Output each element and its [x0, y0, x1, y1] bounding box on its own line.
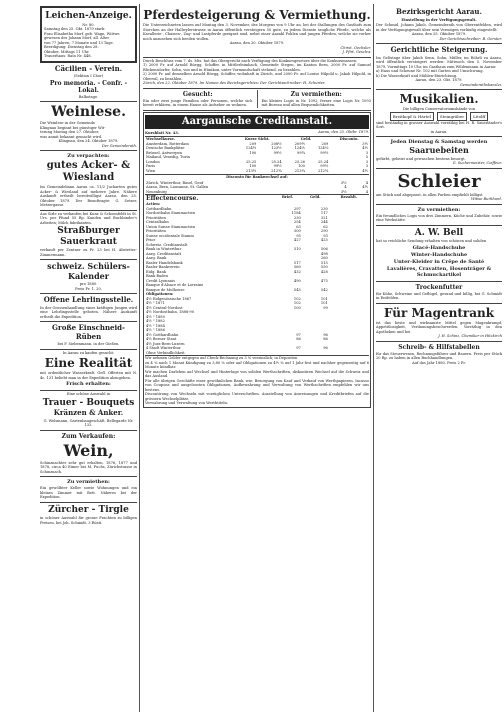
table-cell: Credit Lyonnais — [146, 278, 175, 283]
ad-sub: (Sektion I Chor) — [73, 74, 104, 78]
ad-text: Im Gemeindebann Aarau ca. 11/2 Jucharten gutes Acker- & Wiesland auf mehrere Jahre. Nähere Auskunft ertheilt bereitwilligst Aarau, den 25. Oktober 1879. Der Beauftragte: G. Setzer, Metzergasse. — [40, 185, 137, 207]
ad-sig: Gemeinderathskanzlei. — [460, 82, 502, 87]
ad-text: bei F. Siebenmann, in der Gießen. — [57, 342, 120, 346]
ad-line: gewesen des Johann Morf, all. Alter — [44, 36, 110, 40]
ad-address: in Aarau. — [430, 129, 448, 134]
table-cell: 230 — [320, 206, 328, 211]
dressur-ad — [376, 137, 502, 169]
table-cell: 3½ — [362, 141, 368, 146]
ad-footer: Auf das Jahr 1880. Preis 2 Fr. — [412, 360, 466, 365]
effecten-section-title: Obligationen: — [146, 292, 174, 296]
table-cell: Gotthardbahn — [146, 206, 172, 211]
table-cell: 4 — [365, 189, 368, 194]
table-cell: 3½ — [340, 180, 347, 185]
table-cell: 517 — [293, 260, 301, 265]
table-cell: 4½ " 1886 — [146, 328, 165, 332]
table-cell: 321 — [320, 215, 328, 220]
table-cell: 4½ Central-Nordost — [146, 305, 183, 310]
magentrank-ad — [376, 304, 502, 342]
table-cell: 290 — [320, 229, 328, 233]
ad-line: von 77 Jahren, 7 Monate und 13 Tage. — [44, 40, 114, 45]
zuercher-ad — [40, 503, 137, 528]
table-cell: Prioritäten — [146, 215, 166, 220]
ad-sig: Der Gerichtsschreiber: B. Gerster. — [439, 36, 502, 41]
table-cell: 498 — [320, 251, 328, 256]
table-cell: 97 — [296, 346, 301, 350]
kalender-price: Preis Fr. 1. 20. — [75, 286, 102, 291]
ad-line: Klingnau, den 24. Oktober 1879. — [58, 139, 119, 143]
ad-line: Frau Elisabetha Morf, geb. Wagn, Wittwe — [44, 31, 120, 36]
vermiethen-ad — [262, 90, 372, 108]
table-cell: Paris — [146, 164, 156, 168]
table-cell: 99¾ — [296, 150, 305, 155]
th: Disconto. — [339, 137, 359, 141]
ad-text: in schöner Auswahl für grosse Frachten zu billigen Preisen, bei Joh. Schmidt, 3 Rüsti. — [40, 516, 137, 525]
th: Bezahlt. — [340, 195, 358, 199]
vermiethen-title: Zu vermiethen: — [290, 90, 342, 98]
lehrling-title: Offene Lehrlingsstelle. — [43, 295, 134, 304]
ad-sub: Die billigen Conservatoriumsbände von — [402, 107, 476, 111]
ad-line: Nr. 80. — [82, 22, 95, 27]
bank-date: Aarau, den 25. Oktbr. 1879. — [318, 129, 369, 134]
table-cell: 99½ — [320, 150, 329, 155]
table-cell: 230 — [293, 215, 301, 220]
magentrank-title: Für Magentrank — [383, 305, 495, 320]
table-cell: London — [146, 159, 160, 164]
caecilien-title: Cäcilien - Verein. — [54, 63, 123, 73]
table-cell: 102 — [293, 296, 301, 301]
ad-sig: J. Pfirt, Geschw. — [342, 50, 371, 54]
ad-intro: Aus Sirle zu verkaufen bei Kunz & Schoenfeldt in St. Urs. per Pfund 55 Rp. Kunden und Buchbinder's Arbeiten; Milch fabrikanten. — [40, 211, 137, 225]
ad-text: Schinznachter sehr gut erhalten, 1876, 1877 und 1878, circa 40 Eimer bei M. Fuchs, Zürichstrasse in Schinznach. — [40, 460, 137, 474]
schleier-ad — [376, 169, 502, 205]
brand-card: Litolff — [470, 112, 488, 121]
table-cell: 101 — [320, 301, 328, 305]
table-cell: 62 — [323, 224, 328, 229]
ad-text: Ein freundliches Logis von drei Zimmern, Küche und Zubehör, sowie eine Werkstätte. — [376, 213, 502, 222]
bank-note: zu 4 % nach 1 Monat Kündigung zu 3,80 % oder auf Obligationen zu 4½ % auf 1 Jahr fest und nachher gegenseitig auf 6 Monate kündbar. — [145, 360, 369, 369]
wechsel-row — [145, 169, 369, 174]
table-cell: 432 — [293, 269, 301, 274]
table-cell: Bank Baden — [146, 274, 168, 278]
ad-line: was anmit bekannt gemacht wird. — [40, 134, 103, 139]
leichen-title: Leichen-Anzeige. — [45, 11, 132, 21]
table-cell: Centralbahn — [146, 220, 169, 224]
acker-title: gutes Acker- & Wiesland — [46, 160, 131, 183]
table-cell: 254 — [293, 220, 301, 224]
ad-text: mit ordentlicher Wasserkraft. Gefl. Offerten mit N. 4c. 131 beliebt man in der Expedition abzugeben. — [40, 371, 137, 380]
table-cell: 209 — [249, 141, 257, 146]
vermiethen-right-ad — [376, 205, 502, 226]
ad-text: hat so reichliche Sendung erhalten von schönen und soliden — [376, 239, 487, 243]
table-cell: 99½ — [320, 164, 329, 168]
schreib-ad — [376, 342, 502, 368]
table-cell: Ohne Verbindlichkeit. — [146, 350, 186, 355]
ad-line: Oktober, Mittags 11 Uhr. — [44, 49, 90, 54]
musikalien-title: Musikalien. — [399, 92, 479, 106]
table-cell: 213¼ — [294, 168, 305, 173]
table-cell: 244 — [320, 220, 328, 224]
table-cell: 25.24 — [271, 159, 282, 164]
table-cell: 4½ — [362, 168, 368, 173]
brand-card: Breitkopf & Härtel — [390, 112, 434, 121]
ad-item: 2) 2000 Fr. auf demselben Arnold Rüegg, Schiffer, wohnhaft in Zürich, und 2000 Fr. auf Louise Hilpold u. Jakob Hilpold, in Oberwil, zu bezahlen. — [143, 72, 371, 81]
ad-sig: G. Suchermeister, Coiffeur. — [452, 161, 502, 165]
table-cell: 542 — [320, 287, 328, 292]
ad-main: Pro memoria. - Confr. - Lokal. — [49, 79, 128, 94]
th: Geld. — [310, 195, 321, 199]
ad-text: Ein oder zwei junge Familien oder Personen, welche sich bereit erklären, in einem Hause als Aufseher zu wohnen. — [143, 98, 253, 107]
table-cell: Suisse occidentale Stamm — [146, 233, 194, 238]
ad-footer: Frisch erhalten: — [66, 381, 111, 387]
table-cell: 506 — [320, 247, 328, 251]
table-cell: 100 — [249, 164, 257, 168]
table-cell: 4 — [365, 180, 368, 185]
table-cell: 4½ " 1871 — [146, 301, 165, 305]
table-cell: Aarau, Bern, Lausanne, St. Gallen — [146, 185, 209, 189]
caecilien-verein — [40, 63, 137, 103]
ad-text: am Stück und abgepasst, in allen Farben empfiehlt billigst — [376, 192, 483, 197]
table-cell: 100 — [249, 150, 257, 155]
table-cell: 260 — [320, 256, 328, 260]
table-cell: 208½ — [271, 141, 282, 146]
concurs-ad — [143, 58, 371, 89]
table-cell: 124½ — [245, 146, 257, 150]
table-cell: 95 — [296, 233, 301, 238]
musikalien-ad — [376, 90, 502, 137]
right-column — [376, 6, 502, 367]
ad-note: Balkotage. — [78, 94, 99, 99]
ad-sig: Christ. Oechsler, — [340, 45, 371, 50]
ad-sig: J. H. Schinz, Chemiker in Hitzkirch — [438, 334, 502, 338]
table-cell: Prior — [146, 238, 156, 242]
table-cell: 209½ — [294, 141, 305, 146]
th: Geld. — [300, 137, 312, 141]
ad-text: G. Welsmann, Gartenbaugeschäft, Bellegarde Nr. 132. — [43, 418, 134, 427]
rueben-ad — [40, 322, 137, 350]
table-cell: 100 — [293, 305, 301, 310]
bell-item: Unter-Kleider in Crêpe de Santé — [393, 258, 485, 265]
table-cell: Amsterdam, Rotterdam — [146, 141, 189, 146]
th: Kurze Sicht. — [244, 137, 270, 141]
table-cell: 97 — [296, 332, 301, 337]
schleier-title: Schleier — [397, 170, 481, 192]
table-cell: Deutsche Bankplätze — [146, 146, 185, 150]
table-cell: 102 — [293, 301, 301, 305]
table-cell: 209 — [321, 141, 329, 146]
disconto-body — [145, 181, 369, 195]
table-cell: 4½ Berner Staat — [146, 337, 177, 341]
table-cell: 96 — [323, 346, 328, 350]
sauerkraut-ad — [40, 211, 137, 261]
table-cell: 300 — [293, 229, 301, 233]
ad-sig: Der Gemeinderath. — [101, 143, 137, 148]
table-cell: 213½ — [245, 168, 257, 173]
wein-ad — [40, 431, 137, 478]
table-cell: 510 — [293, 247, 301, 251]
table-cell: 4½ — [362, 185, 368, 189]
ad-text: Ein kleines Logis in Nr. 1092; ferner eine Logis Nr. 1093 mit Bureau und allen Bequemlichkeiten. — [261, 98, 371, 107]
table-cell: 4½ " 1880 — [146, 314, 165, 319]
table-cell: 4½ — [362, 146, 368, 150]
creditanstalt-block — [143, 112, 371, 408]
ad-date: Aarau, den 23. Okt. 1879. — [415, 78, 463, 82]
brand-card: Steingräber — [437, 112, 467, 121]
ad-text: verkauft per Zentner zu Fr. 23 bei H. Abstetter-Zimmermann. — [40, 248, 137, 257]
table-cell: 545 — [293, 287, 301, 292]
table-cell: Banque d'Alsace et de Lorraine — [146, 283, 204, 287]
bank-note: Wir machen Darlehen auf Wechsel und Hinterlage von soliden Werthschriften, diskontiren Wechsel auf die Schweiz und das Ausland. — [145, 369, 369, 378]
wein-title: Wein, — [63, 440, 114, 460]
ad-text: ist das beste und wirksamste Mittel gegen Magenkrampf, Appetitlosigkeit, Verdauungsbeschwerden. Vorräthig in den Apotheken und bei — [376, 320, 502, 334]
ad-intro: Zum Verkaufen: — [61, 432, 116, 440]
table-cell: 25.24 — [318, 159, 329, 164]
table-cell: 212¾ — [317, 168, 329, 173]
ad-line: Beerdigung: Dienstag den 28. — [44, 45, 99, 49]
table-cell: Nordostbahn Stammactien — [146, 211, 196, 215]
weinlese-title: Weinlese. — [51, 104, 126, 120]
table-cell: 99 — [323, 305, 328, 310]
table-cell: 93 — [323, 233, 328, 238]
sauerkraut-title: Straßburger Sauerkraut — [57, 226, 120, 247]
table-cell: Prioritäten — [146, 229, 166, 233]
ad-line: Klingnau beginnt bei günstiger Wit- — [40, 125, 106, 130]
ad-text: für Kühe, Schweine und Geflügel, gesund und billig, bei G. Schmidt in Entfelden. — [376, 291, 502, 300]
table-cell: Aarg. Creditanstalt — [146, 251, 182, 256]
table-cell: Neuenburg — [146, 189, 167, 194]
ad-title: Jeden Dienstag & Samstag werden — [390, 139, 488, 145]
pferdesteigerung-ad — [143, 6, 371, 58]
gesucht-row — [143, 89, 371, 111]
bell-ad — [376, 226, 502, 282]
wechsel-body — [145, 142, 369, 174]
ad-line: terung Montag den 27. Oktober, — [40, 130, 99, 134]
realitaet-ad — [40, 350, 137, 392]
middle-column — [143, 6, 371, 408]
table-cell: 4½ Nordostbahn, 1888-90 — [146, 310, 194, 314]
bezirk-title: Bezirksgericht Aarau. — [396, 7, 482, 16]
table-cell: 100 — [298, 164, 305, 168]
table-cell: 3 — [365, 164, 368, 168]
table-cell: Aarg. Bank — [146, 256, 167, 260]
table-cell: Zürich, Winterthur, Basel, Genf — [146, 180, 204, 185]
ad-sig: Witwe Burkhard. — [470, 197, 502, 201]
bell-title: A. W. Bell — [414, 227, 464, 238]
trauer-ad — [40, 391, 137, 431]
bank-note: Verwahrung und Verwaltung von Werthtiteln. — [145, 401, 228, 405]
table-cell: 3 — [365, 159, 368, 164]
ad-sub: Saaruebeiten — [409, 145, 469, 155]
ad-sub: Kränzen & Anker. — [53, 408, 124, 417]
table-cell: 86 — [296, 337, 301, 341]
steigerung-ad — [376, 44, 502, 90]
schweiz-kalender-ad — [40, 260, 137, 294]
verpachten2-ad — [40, 477, 137, 503]
table-cell: 99½ — [273, 164, 282, 168]
table-cell: 1184 — [291, 211, 301, 215]
effecten-title: Effectencourse. — [146, 195, 199, 202]
table-cell: 3½ — [340, 189, 347, 194]
ad-title: Zu vermiethen: — [67, 479, 110, 485]
table-cell: 4½ Gotthardbahn — [146, 332, 179, 337]
table-cell: 4 — [344, 185, 347, 189]
table-cell: 4½ " 1884 — [146, 323, 165, 328]
ad-intro: In Aarau zu kaufen gesucht: — [62, 350, 115, 355]
verpachten-ad — [40, 151, 137, 211]
ad-sig: Zürich, den 22. Oktober 1879. Im Namen des Bezirksgerichtes: Der Gerichtsschreiber: H. Schurter. — [143, 81, 326, 85]
th: Wechselkurse. — [146, 137, 176, 141]
column-divider — [139, 4, 140, 712]
table-cell: 4½ Eidgenössische 1867 — [146, 296, 192, 301]
table-cell: 560 — [293, 265, 301, 269]
rueben-title: Große Einschneid-Rüben — [52, 323, 125, 341]
table-cell: Banque de Mulhouse — [146, 287, 185, 292]
table-cell: Eidg. Bank — [146, 269, 166, 274]
table-cell: 515 — [320, 260, 328, 265]
table-cell: 212¾ — [271, 168, 282, 173]
table-cell: 4½ " 1882 — [146, 319, 165, 323]
ad-text: Ein gewölbter Keller sowie Wohnungen und ein kleines Zimmer mit Bett. Näheres bei der Expedition. — [40, 486, 137, 499]
table-cell: 425 — [320, 238, 328, 242]
th: Brief. — [281, 195, 294, 199]
effecten-body — [145, 202, 369, 355]
table-cell: 297 — [293, 206, 301, 211]
brand-cards — [376, 112, 502, 121]
table-cell: Brüssel, Antwerpen — [146, 150, 182, 155]
table-cell: 4 Stadt Winterthur — [146, 346, 181, 350]
bank-note: Discontirung von Wechseln mit vorzüglichen Unterschriften. Ausstellung von Anweisungen und Kreditbriefen auf die grössern Wechselplätze. — [145, 392, 369, 401]
ad-item: a) Haus und Scheune Nr. 102 mit Garten und Umschwung. — [376, 69, 484, 73]
table-cell: Wien — [146, 168, 156, 173]
table-cell: 3 — [365, 150, 368, 155]
table-cell: 475 — [320, 278, 328, 283]
table-cell: Bank in Winterthur — [146, 247, 182, 251]
table-cell: 4½ Jura-Bern-Luzern — [146, 341, 185, 346]
gesucht-ad — [143, 90, 253, 108]
table-cell: 124⅛ — [317, 146, 329, 150]
disconto-table — [145, 181, 369, 195]
table-cell: 86 — [323, 337, 328, 341]
table-cell: Basler Handelsbank — [146, 260, 183, 265]
divider — [257, 90, 258, 108]
ad-text: Im Geltstage über Jakob Senn, Sohn, Müller, im Röhrli zu Aarau, wird öffentlich versteigert werden: Mittwoch den 5. November 1879, Vormittags 10 Uhr, im Gasthaus zum Wildenmann in Aarau: — [376, 55, 502, 69]
table-cell: Union Suisse Stammactien — [146, 224, 196, 229]
wechsel-table — [145, 137, 369, 173]
realitaet-title: Eine Realität — [44, 356, 133, 370]
ad-date: Aarau, den 25. Oktober 1879. — [411, 32, 467, 36]
table-cell: 117 — [320, 211, 328, 215]
ad-intro: Eine schöne Auswahl in — [66, 392, 111, 396]
bell-item: Glacé-Handschuhe — [412, 244, 466, 251]
table-cell: 490 — [293, 278, 301, 283]
table-cell: 99½ — [273, 150, 282, 155]
bank-subhead — [145, 130, 369, 138]
ad-line: Trauerhaus: Rain Nr. 448. — [44, 54, 92, 58]
table-cell: 124⅝ — [294, 146, 305, 150]
trockenfutter-title: Trockenfutter — [415, 283, 463, 291]
bank-note: Für alle übrigen Geschäfte einer gewöhnlichen Bank, wie: Besorgung von Kauf und Verkauf von Werthpapieren, Incasso von Coupons und ausgeloosten Obligationen, Aufbewahrung und Verwaltung von Werthschriften empfehlen wir uns bestens. — [145, 378, 369, 392]
table-cell: 428 — [320, 269, 328, 274]
effecten-section-title: Actien: — [146, 202, 161, 206]
kalender-year: pro 1880. — [79, 282, 98, 286]
trauer-title: Trauer - Bouquets — [42, 397, 135, 408]
ad-item: b) Die Wasserkraft und Mühlen-Einrichtung. — [376, 73, 458, 78]
effecten-table — [145, 194, 369, 355]
ad-text: für das Steuerwesen, Rechnungsführer und Bauern. Preis per Stück 20 Rp. zu haben in allen Buchhandlungen. — [376, 351, 502, 360]
kalender-title: schweiz. Schülers-Kalender — [47, 261, 130, 281]
ad-date: Aarau, den 20. Oktober 1879. — [229, 41, 285, 45]
bank-notes — [145, 355, 369, 406]
zuercher-title: Zürcher - Tirgle — [48, 504, 129, 515]
ad-title: Zu verpachten: — [67, 153, 110, 159]
ad-title: Zu vermiethen: — [417, 206, 461, 213]
ad-text: In der Grossenhandlung eines kräftigen Jungen wird eine Lehrlingsstelle geboten. Nähere Auskunft ertheilt die Expedition. — [40, 305, 137, 319]
disconto-title: Disconto für Bankwechsel auf: — [145, 174, 369, 180]
ad-text: gefärbt, gebeizt und gewaschen bestens besorgt. — [376, 156, 466, 161]
table-cell: Mailand, Venedig, Turin — [146, 155, 190, 159]
bezirksgericht-ad — [376, 6, 502, 44]
pferde-title: Pferdesteigerung & Vermiethung. — [143, 8, 371, 22]
gesucht-title: Gesucht: — [182, 90, 213, 98]
ad-sub: Einstellung in der Verfügungsgewalt. — [401, 17, 477, 22]
table-cell: 123½ — [271, 146, 282, 150]
bank-title: Aargauische Creditanstalt. — [145, 115, 369, 129]
trockenfutter-ad — [376, 282, 502, 304]
table-cell: Basler Bankverein — [146, 265, 180, 269]
table-cell: 5 — [365, 155, 368, 159]
table-cell: Schweiz. Creditanstalt — [146, 242, 188, 247]
ad-text: Die Unterzeichneten lassen auf Montag den 3. November, des Morgens von 9 Uhr an, bei der Stallungen des Gasthofs zum Storchen an der Hallwylerstrasse in Aarau öffentlich versteigern 50 gute, zu jedem Dienste taugliche Pferde, welche als Kavallerie-, Chaisen-, Zug- und Lastpferde geeignet sind, nebst einer Anzahl Fohlen und jungen Pferden, welche sie vorher noch anzusehen sich beeilen wollen. — [143, 23, 371, 41]
ad-text: Durch Beschluss vom 7. ds. Mts. hat das Obergericht nach Verfügung des Konkursgesetzes über die Konkursmassen: — [143, 58, 358, 63]
bell-item: Winter-Handschuhe — [410, 251, 468, 258]
ad-line: Die Weinlese in der Gemeinde — [40, 121, 95, 125]
ad-line: Samstag den 25. Okt. 1879 starb: — [44, 27, 106, 31]
bell-item: Lavalières, Cravatten, Hosenträger & Schmuckartikel — [386, 265, 492, 278]
lehrling-ad — [40, 294, 137, 322]
table-cell: 25.26 — [294, 159, 305, 164]
left-column — [40, 6, 137, 527]
bank-note: Wir nehmen Gelder entgegen auf Check-Rechnung zu 3 % verzinslich; in Depositen — [145, 356, 298, 360]
table-cell: 550 — [320, 265, 328, 269]
ad-text: Der Schmid, Johann Jakob, Gemeinderath von Oberentfelden, wird in der Verfügungsgewalt über sein Vermögen vorläufig eingestellt. — [376, 23, 502, 32]
ad-item: 1) 2000 Fr. auf Arnold Rüegg, Schiffer, in Mittlerleimbach, Gemeinde Stegen, im Kanton Bern, 2000 Fr. auf Samuel Blickensdorfer, Sohn, von und in Hünikon, unter Vormundschaft stehend, zu bezahlen. — [143, 63, 371, 72]
kursblatt: Kursblatt Nr. 43. — [145, 130, 179, 135]
ad-text: sind beständig in grosser Auswahl vorräthig bei H. R. Sauerländer's Sort. — [376, 120, 502, 129]
schreib-title: Schreib- & Hilfstabellen — [398, 343, 480, 351]
table-cell: 25.25 — [245, 159, 257, 164]
table-cell: 101 — [320, 296, 328, 301]
table-cell: 96 — [323, 332, 328, 337]
leichen-anzeige — [40, 6, 137, 63]
column-divider — [373, 4, 374, 712]
weinlese-ad — [40, 102, 137, 151]
steigerung-title: Gerichtliche Steigerung. — [390, 45, 488, 54]
table-cell: 427 — [293, 238, 301, 242]
table-cell: 63 — [296, 224, 301, 229]
